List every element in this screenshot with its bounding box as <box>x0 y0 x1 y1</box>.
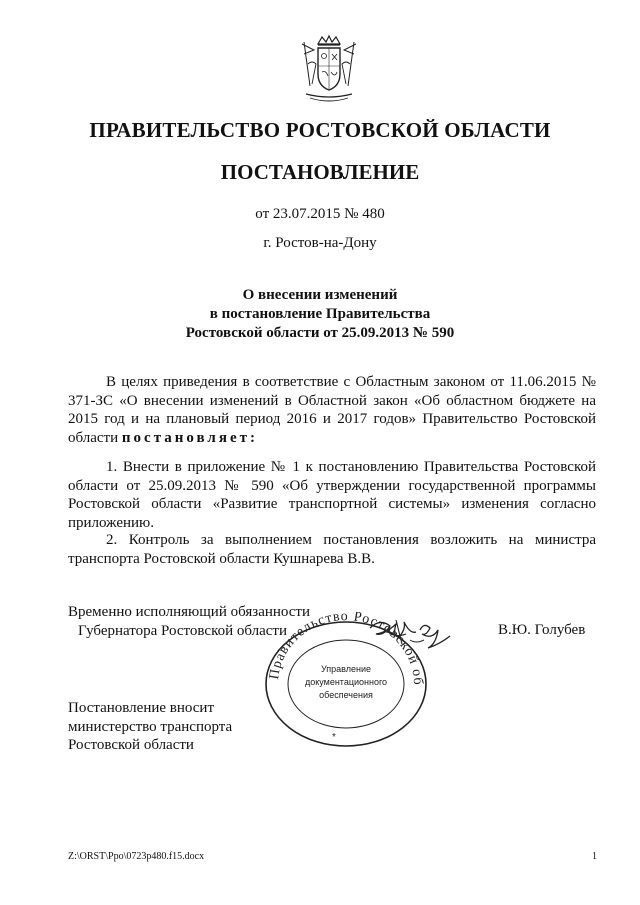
title-line-2: в постановление Правительства <box>209 306 431 322</box>
handwritten-signature <box>366 614 476 660</box>
submitter-line-1: Постановление вносит <box>68 700 215 716</box>
government-heading: ПРАВИТЕЛЬСТВО РОСТОВСКОЙ ОБЛАСТИ <box>89 118 551 142</box>
submitter-block <box>68 699 232 755</box>
seal-inner-line-2: документационного <box>304 677 388 687</box>
submitter-line-2: министерство транспорта <box>68 718 233 735</box>
page-number: 1 <box>592 851 597 862</box>
item-2-paragraph <box>68 531 596 568</box>
signer-position-line-2: Губернатора Ростовской области <box>78 622 288 639</box>
item-1-text: 1. Внести в приложение № 1 к постановлению Правительства Ростовской области от 25.09.2013 № 590 «Об утверждении государственной программы Ростовской области «Развитие транспортной системы» изменения согласно приложению. <box>68 459 596 531</box>
item-1-paragraph <box>68 458 596 532</box>
coat-of-arms-icon <box>296 34 362 106</box>
document-type-heading: ПОСТАНОВЛЕНИЕ <box>220 160 420 184</box>
title-line-3: Ростовской области от 25.09.2013 № 590 <box>185 325 455 341</box>
signer-position-line-1: Временно исполняющий обязанности <box>68 604 311 620</box>
document-title <box>0 286 640 343</box>
signer-name: В.Ю. Голубев <box>498 622 586 638</box>
preamble-paragraph <box>68 373 596 447</box>
title-line-1: О внесении изменений <box>242 287 398 303</box>
decree-word: постановляет: <box>121 429 258 446</box>
seal-outer-text: Правительство Ростовской об <box>267 612 426 686</box>
preamble-text: В целях приведения в соответствие с Областным законом от 11.06.2015 № 371-ЗС «О внесении изменений в Областной закон «Об областном бюджете на 2015 год и на плановый период 2016 и 2017 годов» Правительство Ростовской области <box>68 374 596 446</box>
submitter-line-3: Ростовской области <box>68 737 194 753</box>
seal-inner-line-1: Управление <box>320 664 372 674</box>
footer-file-path: Z:\ORST\Ppo\0723p480.f15.docx <box>68 851 205 862</box>
city: г. Ростов-на-Дону <box>263 235 377 251</box>
date-number: от 23.07.2015 № 480 <box>255 206 385 222</box>
svg-text:*: * <box>332 732 336 743</box>
seal-inner-line-3: обеспечения <box>319 690 373 700</box>
item-2-text: 2. Контроль за выполнением постановления возложить на министра транспорта Ростовской области Кушнарева В.В. <box>68 532 596 567</box>
